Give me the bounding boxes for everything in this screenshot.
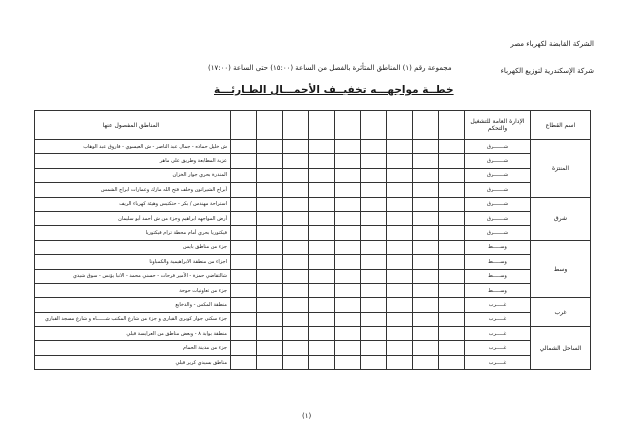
table-row (35, 327, 591, 341)
area-cell: عزبة المطابعة وطريق على ماهر (35, 154, 231, 168)
blank-cell (387, 255, 413, 269)
blank-cell (257, 283, 283, 297)
blank-cell (283, 255, 309, 269)
blank-cell (335, 255, 361, 269)
admin-cell: شـــــــرق (465, 154, 531, 168)
blank-cell (387, 154, 413, 168)
blank-cell (387, 140, 413, 154)
blank-cell (283, 168, 309, 182)
admin-cell: غـــــرب (465, 327, 531, 341)
blank-cell (257, 211, 283, 225)
blank-column-header (413, 111, 439, 140)
blank-column-header (257, 111, 283, 140)
blank-cell (413, 197, 439, 211)
sector-cell: غرب (531, 298, 591, 327)
blank-cell (361, 240, 387, 254)
admin-cell: شـــــــرق (465, 211, 531, 225)
blank-cell (439, 140, 465, 154)
blank-cell (309, 255, 335, 269)
blank-cell (283, 140, 309, 154)
table-row (35, 140, 591, 154)
blank-cell (439, 211, 465, 225)
admin-cell: غـــــرب (465, 341, 531, 355)
blank-cell (361, 341, 387, 355)
admin-cell: وســـــط (465, 255, 531, 269)
blank-cell (439, 168, 465, 182)
blank-cell (231, 255, 257, 269)
blank-cell (439, 341, 465, 355)
blank-cell (257, 197, 283, 211)
blank-cell (257, 140, 283, 154)
area-cell: استراحة مهندس / بكر - حتكتيس وهيئة كهرباء الريف (35, 197, 231, 211)
blank-column-header (309, 111, 335, 140)
blank-cell (335, 226, 361, 240)
company-name: الشركة القابضة لكهرباء مصر (510, 40, 594, 48)
blank-cell (413, 283, 439, 297)
blank-cell (413, 355, 439, 369)
blank-cell (231, 341, 257, 355)
blank-cell (439, 298, 465, 312)
blank-cell (309, 168, 335, 182)
admin-cell: وســـــط (465, 240, 531, 254)
blank-cell (387, 341, 413, 355)
blank-cell (361, 183, 387, 197)
area-cell: جزء من مناطق بايس (35, 240, 231, 254)
blank-cell (361, 269, 387, 283)
blank-cell (257, 341, 283, 355)
area-cell: المندرة بحري جوار الخزان (35, 168, 231, 182)
blank-cell (335, 240, 361, 254)
blank-cell (283, 283, 309, 297)
blank-cell (309, 140, 335, 154)
blank-cell (439, 312, 465, 326)
blank-cell (335, 312, 361, 326)
blank-cell (335, 168, 361, 182)
table-row (35, 240, 591, 254)
table-row (35, 312, 591, 326)
load-shedding-table (34, 110, 591, 370)
blank-cell (257, 312, 283, 326)
blank-cell (231, 312, 257, 326)
blank-cell (309, 327, 335, 341)
blank-cell (283, 211, 309, 225)
blank-cell (335, 197, 361, 211)
blank-cell (413, 183, 439, 197)
blank-column-header (231, 111, 257, 140)
blank-cell (231, 240, 257, 254)
blank-cell (257, 327, 283, 341)
blank-cell (361, 154, 387, 168)
blank-cell (231, 154, 257, 168)
blank-cell (231, 168, 257, 182)
blank-cell (309, 211, 335, 225)
area-cell: ش خليل حماده - جمال عبد الناصر - ش العيسوي - فاروق عبد الوهاب (35, 140, 231, 154)
blank-cell (361, 226, 387, 240)
blank-cell (439, 183, 465, 197)
blank-cell (413, 140, 439, 154)
table-row (35, 255, 591, 269)
blank-cell (439, 255, 465, 269)
blank-cell (335, 298, 361, 312)
blank-cell (439, 269, 465, 283)
blank-column-header (361, 111, 387, 140)
area-cell: أبراج الشيراتون وخلف فتح الله مازك وعمارات ابراج الشمس (35, 183, 231, 197)
blank-cell (439, 355, 465, 369)
area-cell: جزء من مدينة الحمام (35, 341, 231, 355)
admin-column-header: الإدارة العامة للتشغيل والتحكم (465, 111, 531, 140)
admin-cell: شـــــــرق (465, 183, 531, 197)
blank-cell (257, 240, 283, 254)
table-body (35, 140, 591, 370)
page-number: (١) (302, 412, 312, 420)
blank-cell (309, 341, 335, 355)
blank-cell (257, 154, 283, 168)
blank-cell (309, 197, 335, 211)
blank-cell (439, 240, 465, 254)
admin-cell: غـــــرب (465, 312, 531, 326)
blank-cell (283, 298, 309, 312)
blank-cell (439, 283, 465, 297)
blank-cell (413, 154, 439, 168)
blank-cell (257, 183, 283, 197)
blank-cell (361, 355, 387, 369)
blank-cell (309, 283, 335, 297)
blank-cell (387, 226, 413, 240)
blank-column-header (335, 111, 361, 140)
table-row (35, 341, 591, 355)
blank-cell (283, 341, 309, 355)
area-cell: أرض المواجهه ابراهيم وجزء من ش أحمد أبو سليمان (35, 211, 231, 225)
blank-cell (413, 211, 439, 225)
blank-cell (335, 269, 361, 283)
blank-cell (309, 298, 335, 312)
blank-cell (361, 168, 387, 182)
blank-cell (361, 298, 387, 312)
blank-cell (231, 197, 257, 211)
sector-cell: الساحل الشمالي (531, 327, 591, 370)
blank-cell (387, 269, 413, 283)
area-cell: شالتقاضي حمزة - الأمير فرحات - حسني محمد - الانبا يؤنس - سوق شيدي (35, 269, 231, 283)
blank-cell (387, 197, 413, 211)
blank-cell (439, 226, 465, 240)
table-row (35, 269, 591, 283)
blank-cell (439, 197, 465, 211)
blank-cell (335, 355, 361, 369)
blank-cell (309, 154, 335, 168)
table-row (35, 298, 591, 312)
blank-cell (335, 154, 361, 168)
blank-cell (309, 269, 335, 283)
area-cell: منطقة المكس - والدخايع (35, 298, 231, 312)
blank-cell (413, 341, 439, 355)
admin-cell: وســـــط (465, 283, 531, 297)
admin-cell: شـــــــرق (465, 226, 531, 240)
blank-cell (335, 327, 361, 341)
table-row (35, 154, 591, 168)
blank-cell (413, 327, 439, 341)
blank-cell (257, 298, 283, 312)
blank-cell (413, 240, 439, 254)
blank-cell (387, 327, 413, 341)
subsidiary-name: شركة الإسكندرية لتوزيع الكهرباء (500, 67, 594, 75)
blank-cell (439, 154, 465, 168)
blank-cell (231, 140, 257, 154)
admin-cell: شـــــــرق (465, 197, 531, 211)
table-row (35, 226, 591, 240)
admin-cell: شـــــــرق (465, 140, 531, 154)
blank-cell (283, 240, 309, 254)
area-cell: اجزاء من منطقة الابراهيمية والكمباونا (35, 255, 231, 269)
blank-cell (231, 211, 257, 225)
blank-cell (361, 327, 387, 341)
blank-cell (231, 269, 257, 283)
blank-cell (335, 140, 361, 154)
admin-cell: غـــــرب (465, 298, 531, 312)
blank-cell (387, 211, 413, 225)
table-row (35, 211, 591, 225)
blank-cell (361, 283, 387, 297)
blank-cell (387, 355, 413, 369)
blank-cell (257, 226, 283, 240)
blank-cell (335, 283, 361, 297)
blank-cell (283, 269, 309, 283)
sector-cell: المنتزة (531, 140, 591, 198)
table-row (35, 197, 591, 211)
table-header-row (35, 111, 591, 140)
blank-cell (413, 269, 439, 283)
blank-cell (387, 312, 413, 326)
group-schedule-line: مجموعة رقم (١) المناطق المتأثرة بالفصل من الساعة (١٥:٠٠) حتى الساعة (١٧:٠٠) (208, 64, 452, 72)
blank-cell (335, 211, 361, 225)
blank-cell (387, 283, 413, 297)
blank-cell (413, 168, 439, 182)
blank-column-header (439, 111, 465, 140)
blank-cell (361, 255, 387, 269)
area-cell: جزء من تعاونيات حوحة (35, 283, 231, 297)
sector-cell: شرق (531, 197, 591, 240)
sector-cell: وسط (531, 240, 591, 298)
blank-cell (231, 298, 257, 312)
blank-cell (231, 327, 257, 341)
table-row (35, 183, 591, 197)
blank-cell (283, 226, 309, 240)
blank-cell (335, 341, 361, 355)
area-cell: فيكتوريا بحري أمام محطة ترام فيكتوريا (35, 226, 231, 240)
blank-cell (231, 226, 257, 240)
blank-cell (413, 298, 439, 312)
blank-cell (283, 154, 309, 168)
blank-cell (231, 283, 257, 297)
blank-cell (283, 327, 309, 341)
sector-column-header: اسم القطاع (531, 111, 591, 140)
blank-cell (283, 312, 309, 326)
blank-cell (413, 226, 439, 240)
blank-cell (257, 269, 283, 283)
blank-cell (231, 355, 257, 369)
blank-cell (413, 312, 439, 326)
blank-cell (335, 183, 361, 197)
blank-cell (283, 197, 309, 211)
blank-cell (309, 226, 335, 240)
blank-cell (439, 327, 465, 341)
blank-cell (283, 183, 309, 197)
area-cell: جزء سكنى جوار كوبرى القبارى و جزء من شارع المكتب شــــــاه و شارع مسجد القباري (35, 312, 231, 326)
table-row (35, 283, 591, 297)
admin-cell: شـــــــرق (465, 168, 531, 182)
table-row (35, 168, 591, 182)
blank-cell (361, 312, 387, 326)
blank-cell (387, 298, 413, 312)
blank-cell (257, 355, 283, 369)
blank-cell (309, 183, 335, 197)
blank-cell (309, 355, 335, 369)
blank-cell (257, 255, 283, 269)
blank-cell (361, 211, 387, 225)
blank-cell (361, 140, 387, 154)
blank-cell (413, 255, 439, 269)
blank-cell (387, 183, 413, 197)
blank-cell (309, 312, 335, 326)
areas-column-header: المناطق المفصول عنها (35, 111, 231, 140)
document-title: خطــة مواجهـــه تخفيــف الأحمـــال الطـارئـــة (214, 84, 454, 96)
area-cell: منطقة بوابة ٨ - وبعض مناطق من العرايسة قبلي (35, 327, 231, 341)
blank-cell (257, 168, 283, 182)
table-row (35, 355, 591, 369)
admin-cell: غـــــرب (465, 355, 531, 369)
blank-cell (283, 355, 309, 369)
blank-cell (361, 197, 387, 211)
blank-column-header (387, 111, 413, 140)
blank-column-header (283, 111, 309, 140)
blank-cell (387, 240, 413, 254)
admin-cell: وســـــط (465, 269, 531, 283)
blank-cell (387, 168, 413, 182)
area-cell: مناطق بسيدي كرير قبلي (35, 355, 231, 369)
blank-cell (231, 183, 257, 197)
blank-cell (309, 240, 335, 254)
